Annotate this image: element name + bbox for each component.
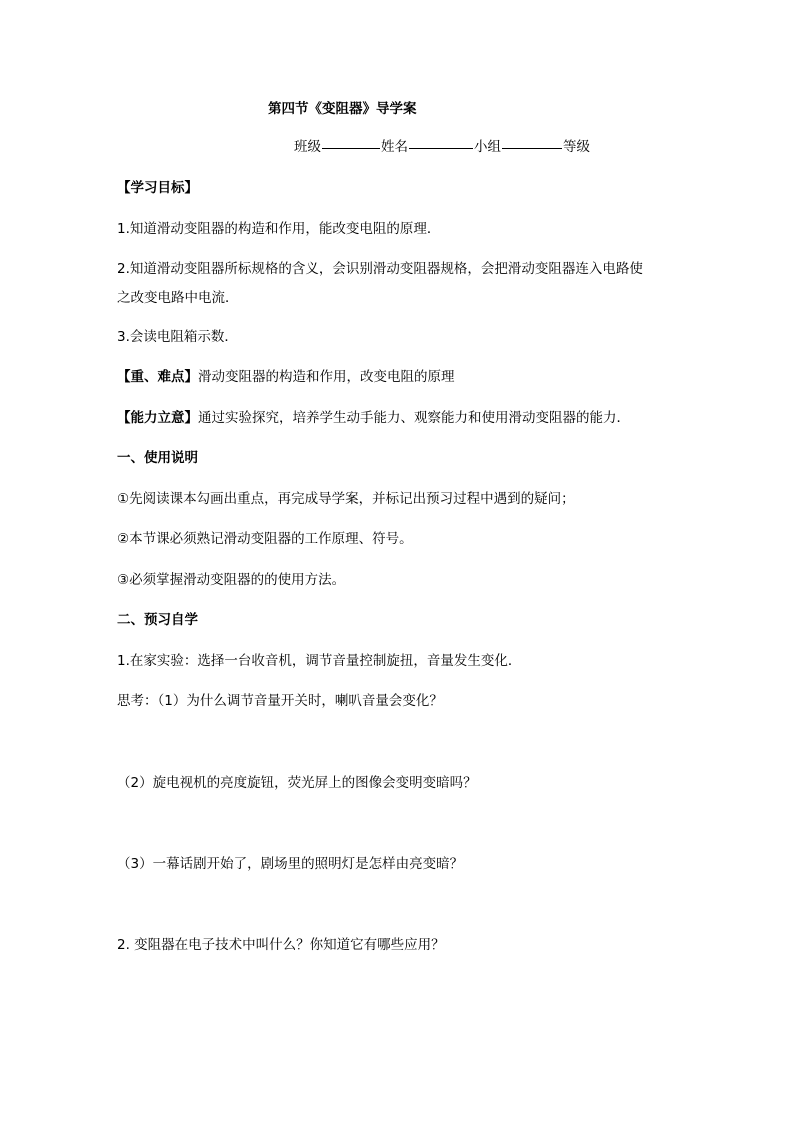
key-points xyxy=(117,369,455,385)
class-label: 班级 xyxy=(294,139,321,155)
goal-item-1: 1.知道滑动变阻器的构造和作用，能改变电阻的原理． xyxy=(117,221,441,237)
instruction-item-1: ①先阅读课本勾画出重点，再完成导学案，并标记出预习过程中遇到的疑问； xyxy=(117,491,575,507)
goal-item-2: 2.知道滑动变阻器所标规格的含义，会识别滑动变阻器规格，会把滑动变阻器连入电路使 xyxy=(117,261,643,277)
class-blank[interactable] xyxy=(322,147,380,149)
name-blank[interactable] xyxy=(409,147,473,149)
group-blank[interactable] xyxy=(502,147,562,149)
ability-label: 【能力立意】 xyxy=(117,410,198,426)
ability-text: 通过实验探究，培养学生动手能力、观察能力和使用滑动变阻器的能力． xyxy=(198,410,630,426)
think-q2: （2）旋电视机的亮度旋钮，荧光屏上的图像会变明变暗吗？ xyxy=(117,775,477,791)
group-label: 小组 xyxy=(474,139,501,155)
think-q1: 思考：（1）为什么调节音量开关时，喇叭音量会变化？ xyxy=(117,693,443,709)
experiment-q1: 1.在家实验：选择一台收音机，调节音量控制旋扭，音量发生变化． xyxy=(117,653,522,669)
grade-label: 等级 xyxy=(563,139,590,155)
section2-heading: 二、预习自学 xyxy=(117,612,198,628)
think-q3: （3）一幕话剧开始了，剧场里的照明灯是怎样由亮变暗？ xyxy=(117,856,464,872)
instruction-item-2: ②本节课必须熟记滑动变阻器的工作原理、符号。 xyxy=(117,531,413,547)
section1-heading: 一、使用说明 xyxy=(117,450,198,466)
name-label: 姓名 xyxy=(381,139,408,155)
key-points-label: 【重、难点】 xyxy=(117,369,198,385)
key-points-text: 滑动变阻器的构造和作用，改变电阻的原理 xyxy=(198,369,455,385)
goal-item-2-cont: 之改变电路中电流． xyxy=(117,290,239,306)
student-info-row xyxy=(294,139,590,155)
goals-heading: 【学习目标】 xyxy=(117,180,198,196)
question-2: 2. 变阻器在电子技术中叫什么？你知道它有哪些应用？ xyxy=(117,937,445,953)
instruction-item-3: ③必须掌握滑动变阻器的的使用方法。 xyxy=(117,572,346,588)
page-title: 第四节《变阻器》导学案 xyxy=(268,101,417,117)
goal-item-3: 3.会读电阻箱示数． xyxy=(117,329,238,345)
ability xyxy=(117,410,630,426)
